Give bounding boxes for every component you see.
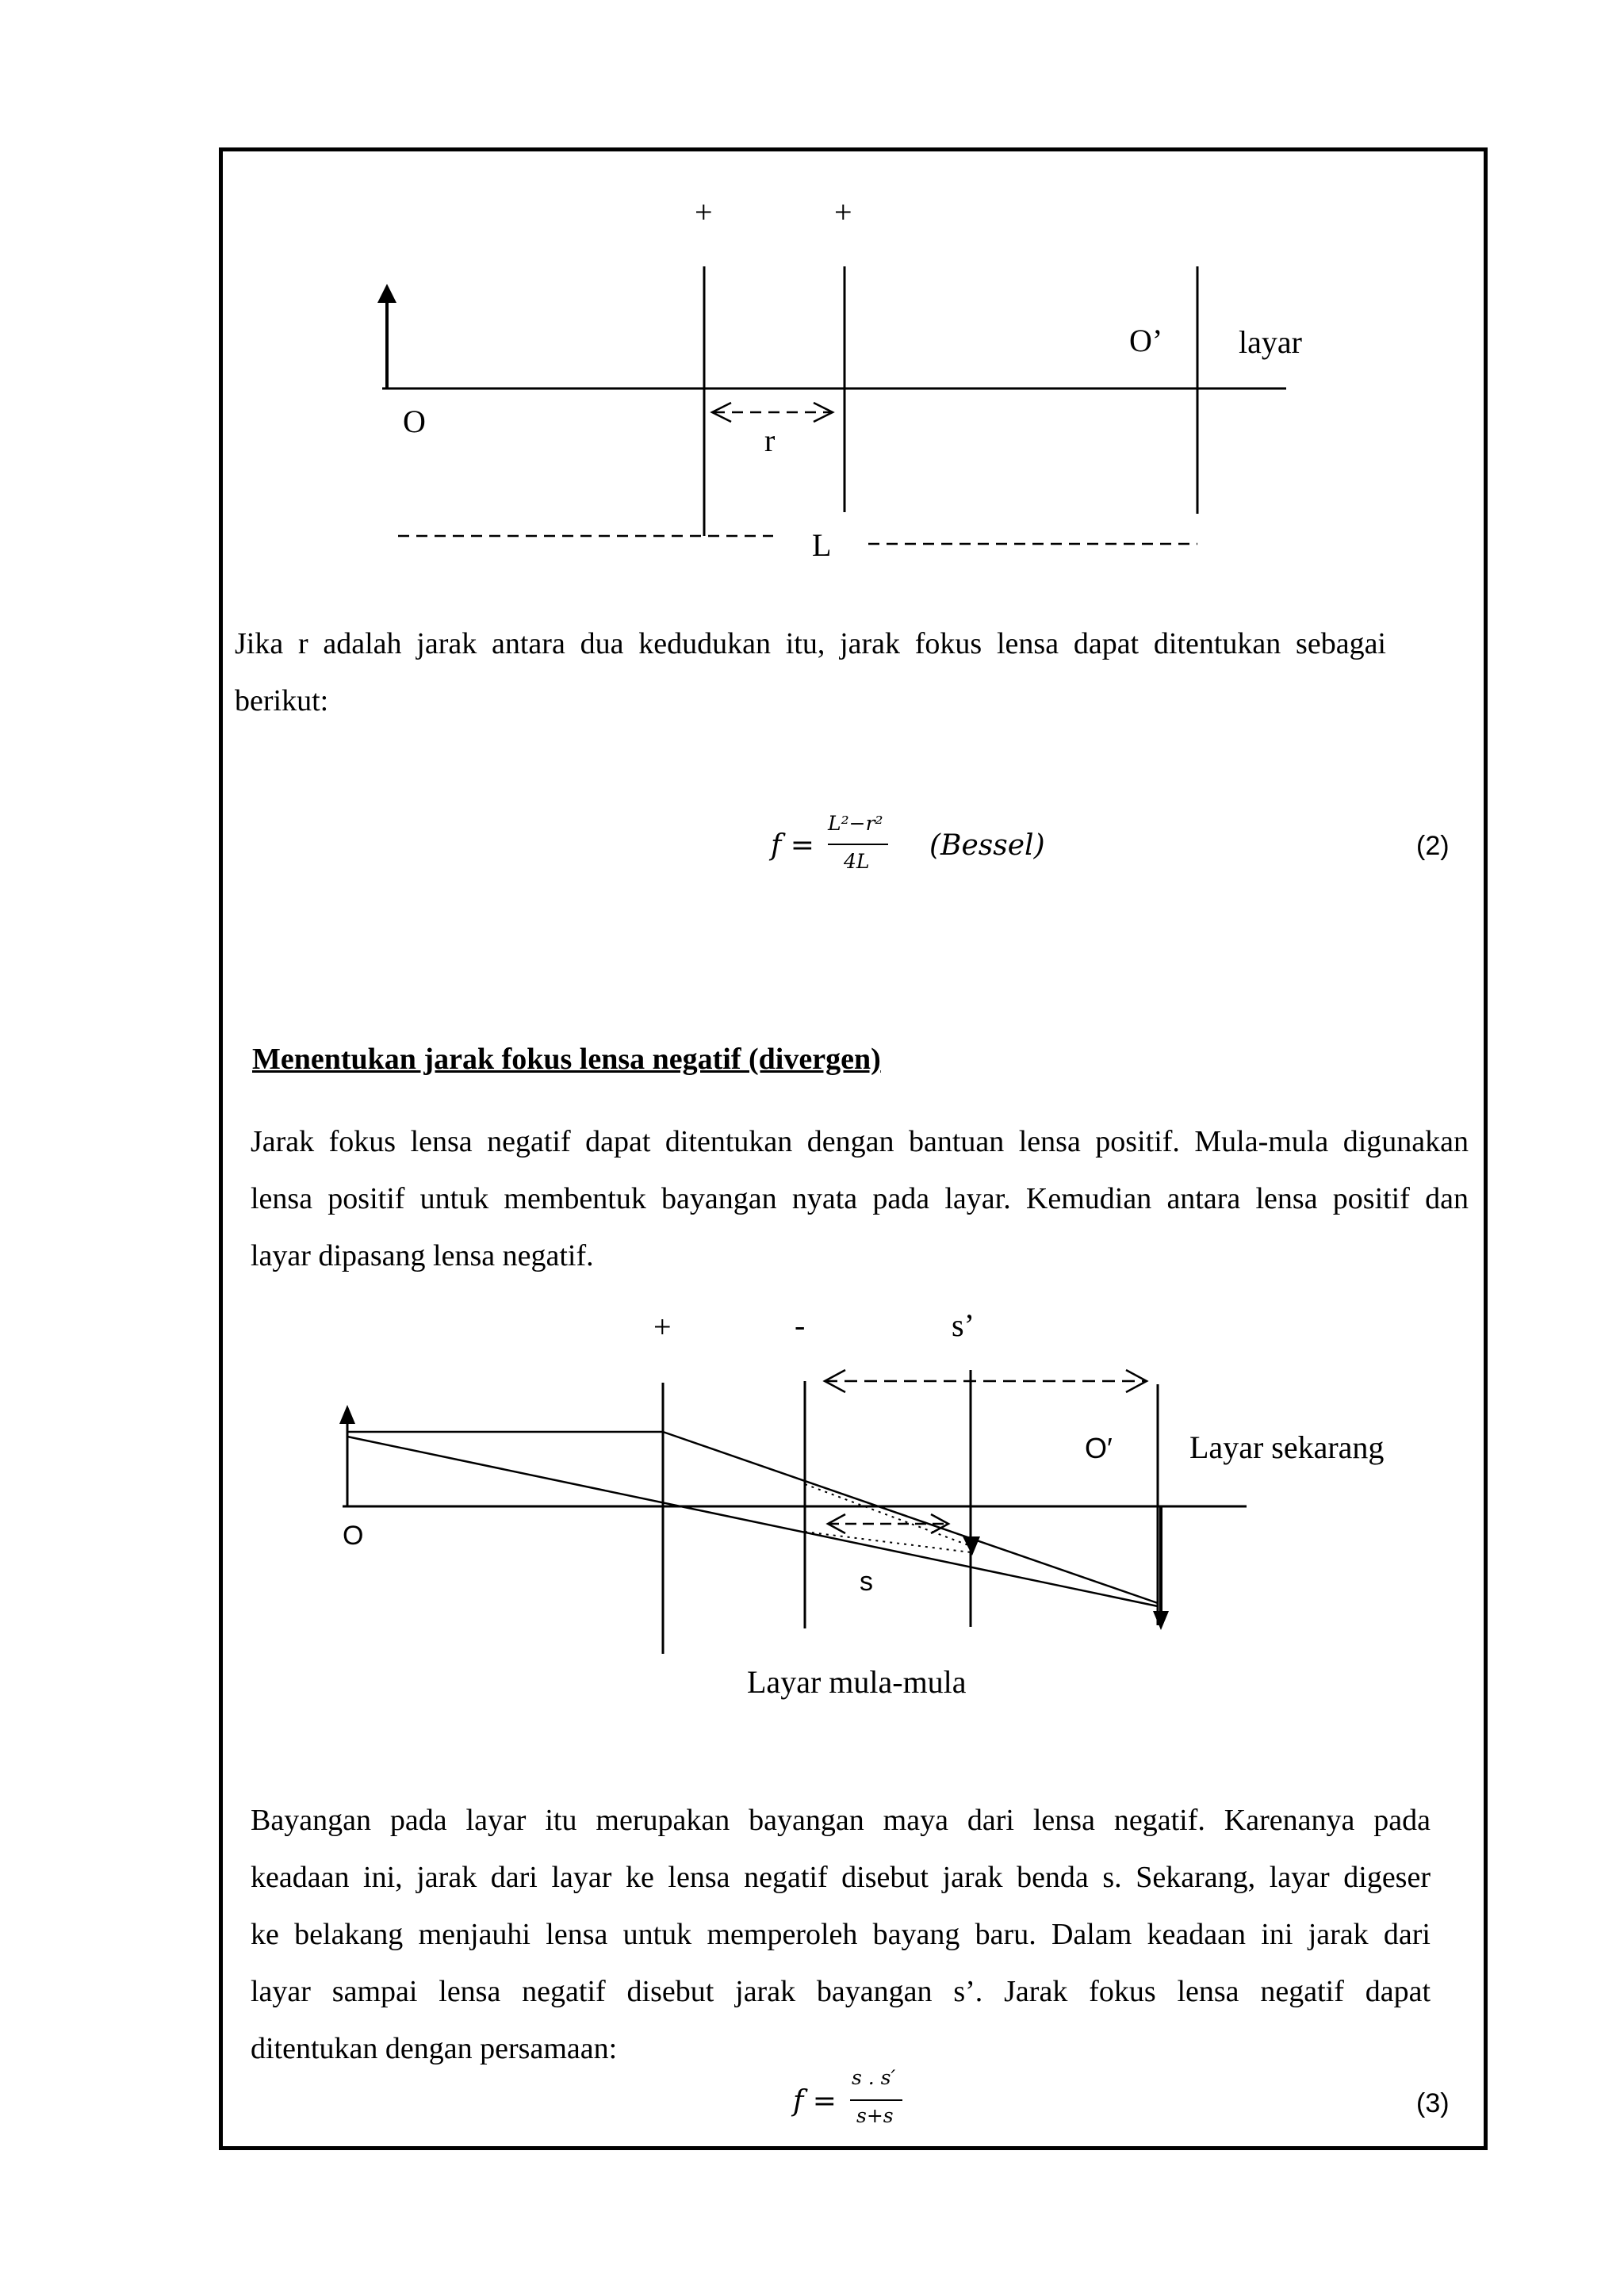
equation-2-denominator: 4L bbox=[844, 850, 870, 873]
screen-label: layar bbox=[1239, 324, 1302, 360]
image-label: O’ bbox=[1129, 323, 1163, 358]
paragraph-line: ke belakang menjauhi lensa untuk memperoleh bayang baru. Dalam keadaan ini jarak dari bbox=[251, 1918, 1431, 1951]
paragraph-line: lensa positif untuk membentuk bayangan nyata pada layar. Kemudian antara lensa positif dan bbox=[251, 1182, 1469, 1215]
lens2-plus-label: + bbox=[834, 194, 852, 230]
paragraph-line: layar dipasang lensa negatif. bbox=[251, 1239, 594, 1272]
paragraph-line: Jarak fokus lensa negatif dapat ditentukan dengan bantuan lensa positif. Mula-mula digunakan bbox=[251, 1125, 1469, 1158]
paragraph-line: keadaan ini, jarak dari layar ke lensa negatif disebut jarak benda s. Sekarang, layar digeser bbox=[251, 1861, 1431, 1894]
s-label: s bbox=[860, 1567, 873, 1597]
equation-3-fraction-bar bbox=[850, 2099, 902, 2101]
equation-3-lhs: f = bbox=[793, 2085, 837, 2118]
equation-2-number: (2) bbox=[1416, 831, 1450, 861]
s-prime-dimension-arrow bbox=[825, 1370, 1147, 1392]
equation-2-lhs: f = bbox=[771, 829, 814, 862]
explanation-paragraph bbox=[251, 1792, 1431, 2077]
initial-screen-label: Layar mula-mula bbox=[747, 1664, 967, 1700]
positive-lens-label: + bbox=[653, 1309, 672, 1345]
initial-image-arrow-head bbox=[963, 1536, 980, 1556]
equation-3-number: (3) bbox=[1416, 2088, 1450, 2118]
equation-3-numerator: s . s′ bbox=[852, 2066, 896, 2089]
current-screen-label: Layar sekarang bbox=[1189, 1429, 1385, 1465]
paragraph-line: ditentukan dengan persamaan: bbox=[251, 2032, 618, 2065]
equation-2-numerator: L²−r² bbox=[828, 812, 883, 835]
equation-3-denominator: s+s bbox=[856, 2104, 894, 2127]
paragraph-line: layar sampai lensa negatif disebut jarak bayangan s’. Jarak fokus lensa negatif dapat bbox=[251, 1975, 1431, 2008]
section-heading: Menentukan jarak fokus lensa negatif (divergen) bbox=[252, 1043, 881, 1076]
negative-lens-label: - bbox=[795, 1307, 806, 1343]
L-label: L bbox=[812, 527, 832, 563]
r-label: r bbox=[764, 423, 776, 458]
paragraph-line: berikut: bbox=[235, 684, 329, 718]
object-label: O bbox=[403, 404, 426, 439]
lens1-plus-label: + bbox=[695, 194, 713, 230]
image-label-2: O′ bbox=[1085, 1432, 1113, 1464]
current-image-arrow-head bbox=[1153, 1611, 1169, 1630]
object-arrow-2-head bbox=[339, 1405, 355, 1424]
paragraph-line: Bayangan pada layar itu merupakan bayangan maya dari lensa negatif. Karenanya pada bbox=[251, 1804, 1431, 1837]
equation-2-name: (Bessel) bbox=[929, 829, 1045, 862]
object-label-2: O bbox=[343, 1521, 364, 1551]
paragraph-line: Jika r adalah jarak antara dua kedudukan itu, jarak fokus lensa dapat ditentukan sebagai bbox=[235, 627, 1386, 660]
s-prime-label: s’ bbox=[952, 1307, 975, 1343]
